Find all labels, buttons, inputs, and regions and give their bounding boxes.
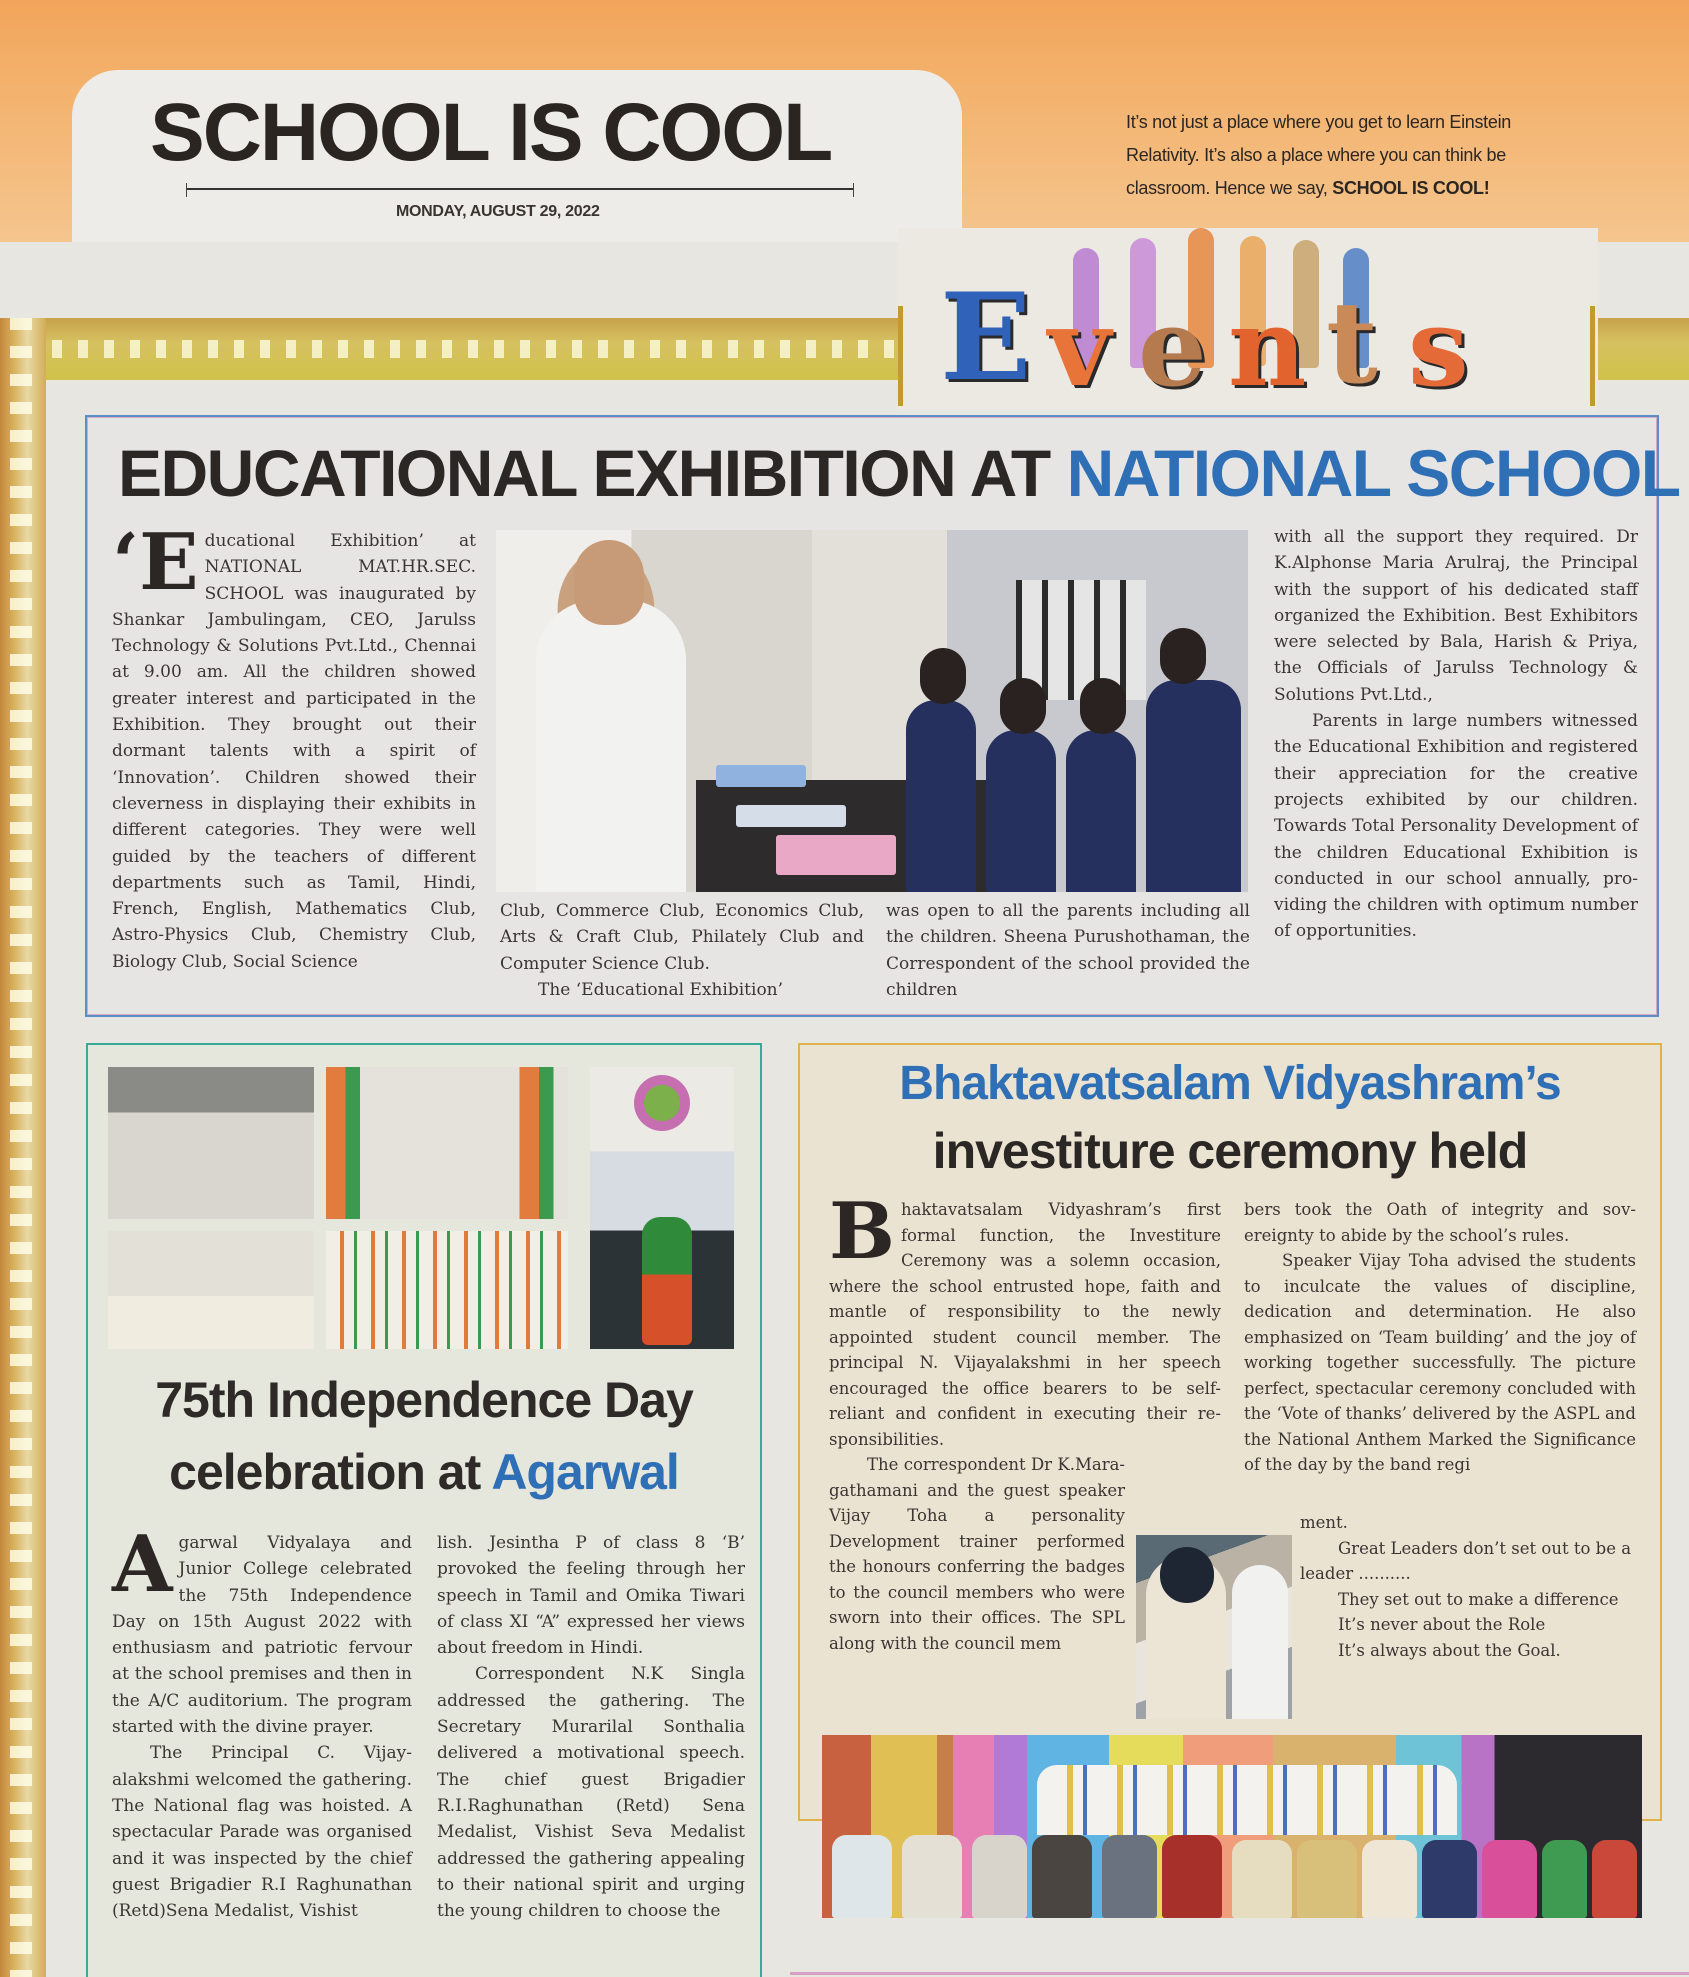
badge-ceremony-photo [1136,1535,1292,1719]
paragraph: It’s never about the Role [1338,1615,1546,1634]
paragraph: haktavatsalam Vidyashram’s first formal function, the Investiture Ceremony was a solemn occasion, where the school entrusted hope, faith and mantle of responsibility to the newly appointed student council member. The principal N. Vijayalakshmi in her speech encouraged the office bearers to be self-reliant and confident in executing their responsibilities. [829,1200,1221,1449]
paragraph: lish. Jesintha P of class 8 ‘B’ provoked the feeling through her speech in Tamil and Omika Tiwari of class XI “A” expressed her views about freedom in Hindi. [437,1533,745,1659]
photo-student [1066,730,1136,892]
photo-person [1422,1840,1477,1918]
drop-cap: B [829,1186,895,1277]
photo-exhibit [736,805,846,827]
photo-person [1297,1840,1357,1918]
article2-headline-line1: 75th Independence Day [155,1372,693,1428]
next-article-border [790,1972,1689,1975]
paragraph: ducational Exhibition’ at NATIONAL MAT.HR.SEC. SCHOOL was inaugurated by Shankar Jambulingam, CEO, Jarulss Technology & Solutions Pvt.Ltd., Chennai at 9.00 am. All the children showed greater interest and participated in the Exhibition. They brought out their dormant talents with a spirit of ‘Innovation’. Children showed their cleverness in displaying their exhibits in different categories. They were well guided by the teachers of different departments such as Tamil, Hindi, French, English, Mathematics Club, Astro-Physics Club, Chemistry Club, Biology Club, Social Science [112,531,476,972]
events-letter: s [1408,285,1469,411]
logo-bracket-left [898,306,903,406]
events-letter: t [1326,278,1378,409]
article1-column-3 [886,898,1250,1003]
article1-column-4 [1274,524,1638,945]
headline-highlight: Agarwal [491,1444,679,1500]
photo-student [1232,1565,1288,1719]
paragraph: Correspondent N.K Singla addressed the gathering. The Secretary Murarilal Sonthalia delivered a motivational speech. The chief guest Brigadier R.I.Raghunathan (Retd) Sena Medalist, Vishist Seva Medalist addressed the gathering appealing to their national spirit and urging the young children to choose the [437,1664,745,1922]
headline-highlight: NATIONAL SCHOOL [1066,436,1680,510]
paragraph: garwal Vidyalaya and Junior College celebrated the 75th Independence Day on 15th August 2022 with enthusiasm and patriotic fervour at the school premises and then in the A/C auditorium. The program started with the divine prayer. [112,1533,412,1738]
events-letter: v [1048,285,1111,411]
photo-dignitaries [326,1067,568,1219]
photo-student [906,700,976,892]
article2-column-2 [437,1530,745,1924]
article1-headline [118,436,1680,510]
photo-parade [108,1067,314,1219]
photo-guest [536,600,686,892]
article1-column-1 [112,517,476,975]
school-emblem-icon [634,1075,690,1131]
photo-guest-head [574,540,644,625]
events-letter: n [1228,285,1307,411]
tagline-line [1126,172,1686,205]
tagline-line: It’s not just a place where you get to learn Einstein [1126,112,1512,132]
photo-person [1162,1835,1222,1918]
paragraph: The correspondent Dr K.Maragathamani and the guest speaker Vijay Toha a personality Development trainer performed the honours conferring the badges to the council members who were sworn into their offices. The SPL along with the council mem [829,1455,1125,1653]
photo-stage [108,1231,314,1349]
paragraph: with all the support they required. Dr K.Alphonse Maria Arulraj, the Principal with the support of his dedicated staff organized the Exhibition. Best Exhibitors were selected by Bala, Harish & Priya, the Officials of Jarulss Technology & Solutions Pvt.Ltd., [1274,527,1638,705]
photo-exhibit [716,765,806,787]
drop-cap: A [112,1519,173,1610]
student-council-group-photo [822,1735,1642,1918]
article2-headline-line2 [86,1444,762,1500]
photo-exhibit [776,835,896,875]
article3-headline-line2: investiture ceremony held [932,1123,1528,1179]
logo-bracket-right [1590,306,1595,406]
decorative-border-top [0,318,900,380]
photo-person [1362,1840,1417,1918]
paragraph: bers took the Oath of integrity and sovereignty to abide by the school’s rules. [1244,1200,1636,1245]
photo-person [1232,1840,1292,1918]
article3-column-3 [1300,1510,1636,1663]
photo-student [1146,680,1241,892]
tagline-emphasis: SCHOOL IS COOL! [1332,178,1490,198]
events-section-logo [898,228,1598,410]
headline-part: celebration at [169,1444,492,1500]
decorative-border-left [0,318,46,1977]
masthead-title: SCHOOL IS COOL [150,87,832,178]
headline-part: EDUCATIONAL EXHIBITION AT [118,436,1067,510]
article1-column-2 [500,898,864,1003]
exhibition-photo [496,530,1248,892]
masthead-rule [186,183,854,197]
paragraph: The Principal C. Vijayalakshmi welcomed the gathering. The National flag was hoisted. A spectacular Parade was organised and it was inspected by the chief guest Brigadier R.I Raghunathan (Retd)Sena Medalist, Vishist [112,1743,412,1922]
photo-student-council-row [1037,1765,1457,1835]
article3-headline-line1: Bhaktavatsalam Vidyashram’s [899,1057,1561,1110]
paragraph: Great Leaders don’t set out to be a leader .......... [1300,1538,1632,1583]
photo-person [1482,1840,1537,1918]
article3-column-2 [1244,1197,1636,1478]
photo-dancer-figure [642,1217,692,1345]
photo-person [1592,1840,1637,1918]
paragraph: Parents in large numbers witnessed the Educational Exhibition and registered their appreciation for the creative projects exhibited by our children. Towards Total Personality Development of the children Educational Exhibition is conducted in our school annually, providing the children with optimum number of opportunities. [1274,711,1638,942]
paragraph: They set out to make a difference [1338,1589,1619,1609]
photo-students-group [326,1231,568,1349]
paragraph: It’s always about the Goal. [1338,1640,1561,1660]
article2-column-1 [112,1519,412,1924]
paragraph: Speaker Vijay Toha advised the students to inculcate the values of discipline, dedication and determination. He also emphasized on ‘Team building’ and the joy of working together successfully. The picture perfect, spectacular ceremony concluded with the ‘Vote of thanks’ delivered by the ASPL and the National Anthem Marked the Significance of the day by the band regi [1244,1251,1636,1474]
paragraph: was open to all the parents including all the children. Sheena Purushothaman, the Correspondent of the school provided the children [886,901,1250,1000]
paragraph: The ‘Educational Exhibition’ [538,979,784,1000]
tagline-line-text: classroom. Hence we say, [1126,178,1333,198]
publication-date: MONDAY, AUGUST 29, 2022 [396,203,600,220]
independence-day-photo-collage [108,1067,734,1349]
masthead-tagline [1126,106,1686,205]
photo-person [1102,1835,1157,1918]
photo-trainer [1146,1555,1226,1719]
events-letter: E [940,267,1032,408]
photo-person [1032,1835,1092,1918]
decorative-border-top-right [1598,318,1689,380]
drop-cap: ‘E [112,517,199,608]
tagline-line: Relativity. It’s also a place where you can think be [1126,145,1506,165]
photo-dancer [590,1067,734,1349]
photo-student [986,730,1056,892]
photo-person [902,1835,962,1918]
photo-person [1542,1840,1587,1918]
photo-person [832,1835,892,1918]
events-letter: e [1138,285,1207,411]
paragraph: ment. [1300,1513,1348,1532]
photo-person [972,1835,1027,1918]
paragraph: Club, Commerce Club, Economics Club, Arts & Craft Club, Philately Club and Computer Science Club. [500,901,864,974]
